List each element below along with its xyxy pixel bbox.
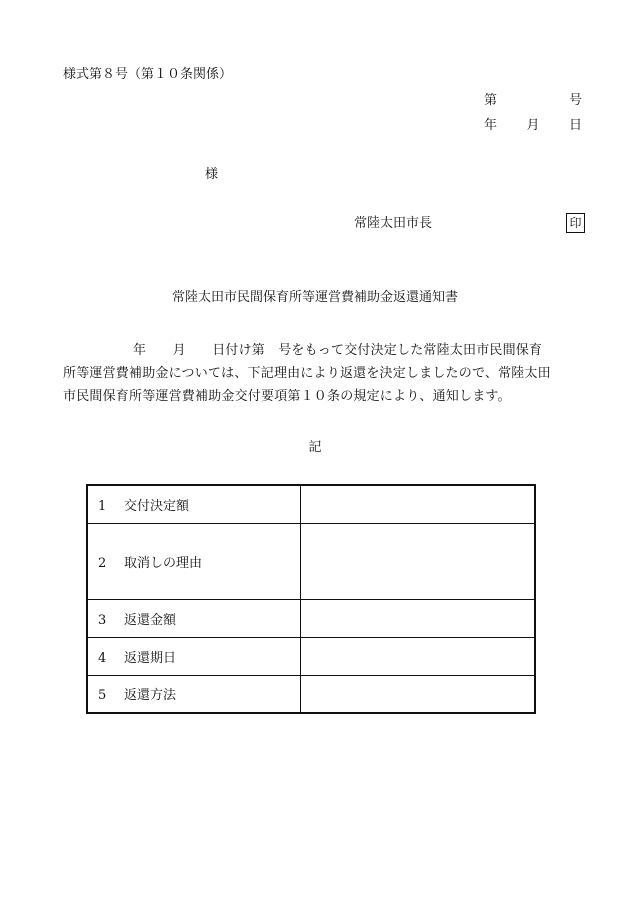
row-label: 返還期日 [124, 650, 177, 666]
seal-mark: 印 [566, 213, 585, 233]
date-day-label: 日 [568, 118, 582, 133]
table-row [87, 675, 535, 713]
addressee-honorific: 様 [205, 167, 219, 182]
row-label-cell [87, 523, 301, 599]
date-year-label: 年 [484, 118, 498, 133]
body-line: 所等運営費補助金については、下記理由により返還を決定しましたので、常陸太田 [63, 366, 551, 381]
document-date [484, 118, 582, 134]
ki-heading: 記 [308, 440, 322, 455]
body-line: 年 月 日付け第 号をもって交付決定した常陸太田市民間保育 [133, 343, 543, 358]
table-row [87, 637, 535, 675]
row-label: 交付決定額 [124, 498, 190, 514]
document-number [484, 93, 582, 109]
date-month-label: 月 [526, 118, 540, 133]
document-title: 常陸太田市民間保育所等運営費補助金返還通知書 [171, 290, 458, 305]
row-number: 3 [98, 612, 107, 628]
row-label-cell [87, 675, 301, 713]
row-label-cell [87, 599, 301, 637]
row-value-cell [301, 523, 535, 599]
row-number: 4 [98, 650, 107, 666]
body-paragraph [63, 339, 588, 408]
body-line: 市民間保育所等運営費補助金交付要項第１０条の規定により、通知します。 [63, 389, 511, 404]
row-label-cell [87, 485, 301, 523]
row-label: 返還方法 [124, 688, 177, 704]
row-value-cell [301, 675, 535, 713]
row-label: 取消しの理由 [124, 555, 203, 571]
table-row [87, 523, 535, 599]
form-number: 様式第８号（第１０条関係） [63, 67, 233, 82]
row-value-cell [301, 485, 535, 523]
row-label: 返還金額 [124, 612, 177, 628]
row-value-cell [301, 599, 535, 637]
row-number: 1 [98, 498, 107, 514]
row-number: 2 [98, 555, 107, 571]
details-table [86, 484, 536, 714]
document-number-prefix: 第 [484, 93, 498, 108]
issuer-name: 常陸太田市長 [354, 216, 433, 231]
document-number-suffix: 号 [568, 93, 582, 108]
row-value-cell [301, 637, 535, 675]
row-number: 5 [98, 688, 107, 704]
table-row [87, 485, 535, 523]
row-label-cell [87, 637, 301, 675]
table-row [87, 599, 535, 637]
